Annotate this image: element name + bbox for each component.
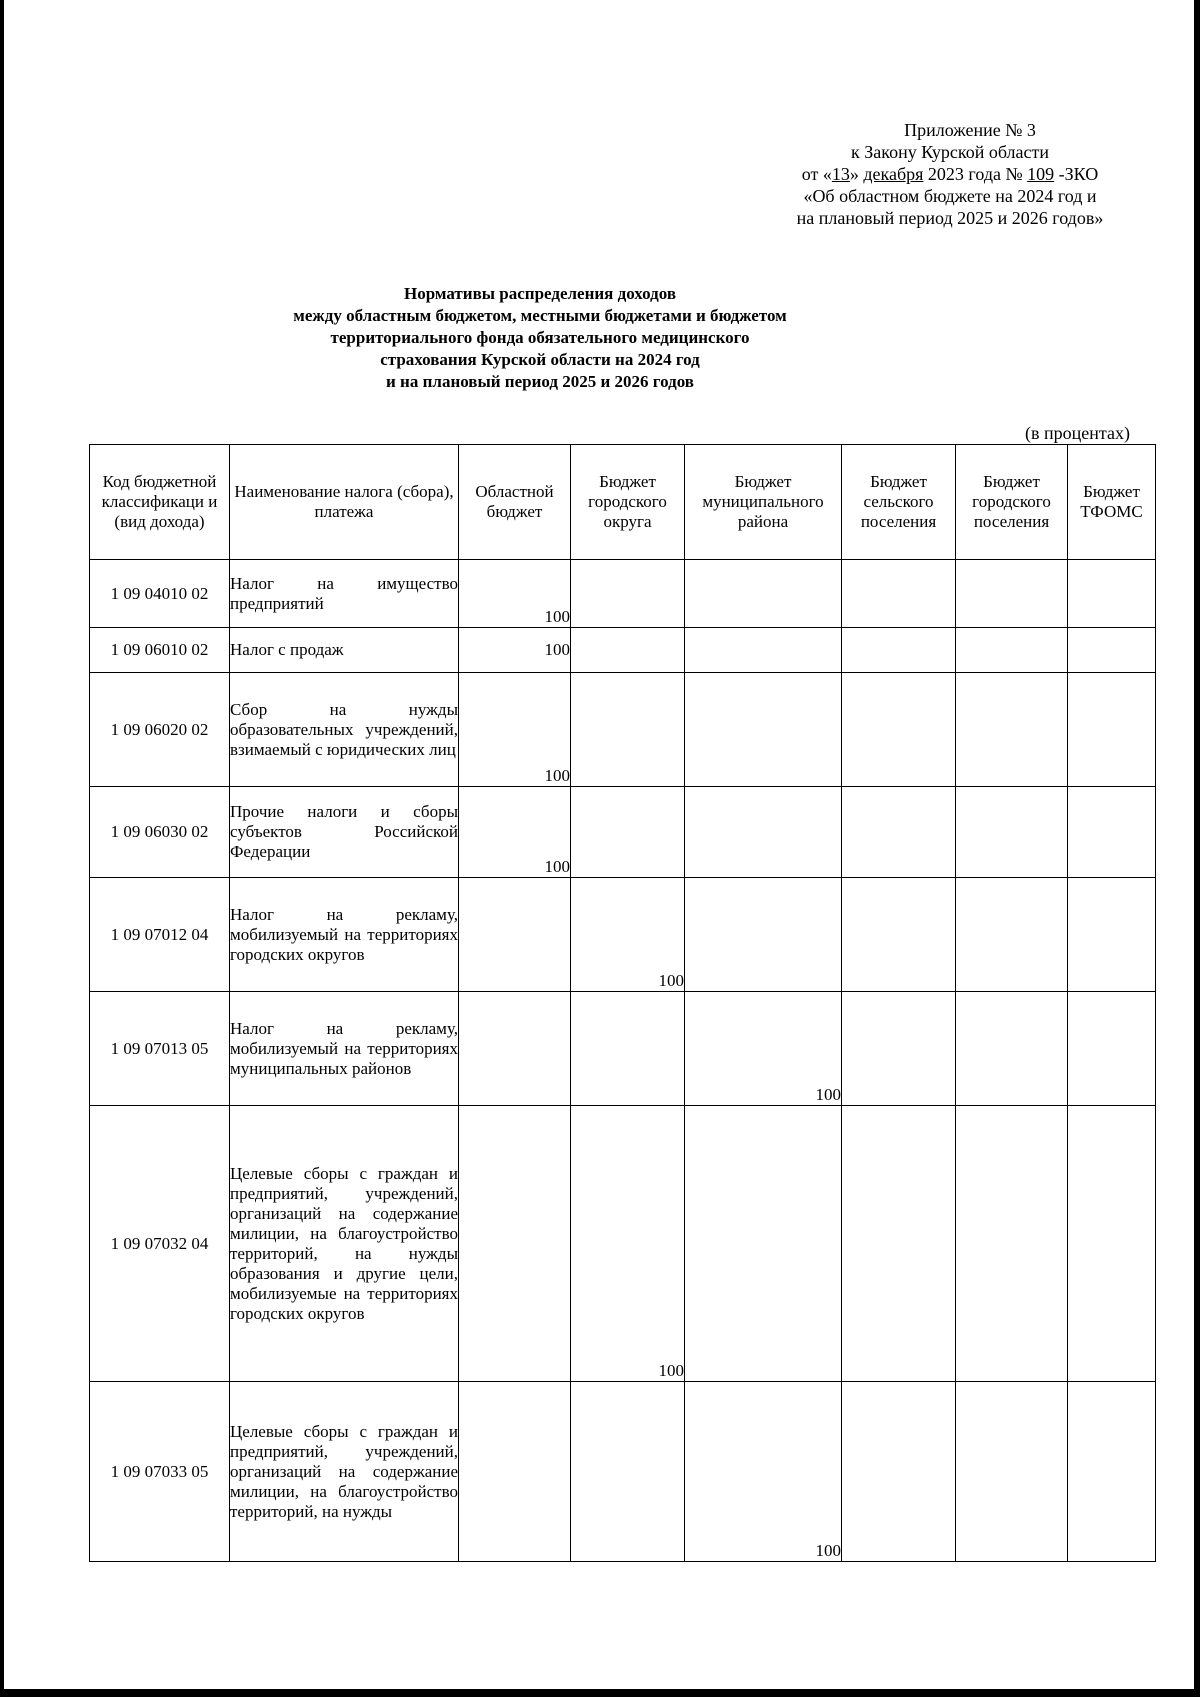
- header-city-district: Бюджет городского округа: [571, 445, 685, 560]
- cell-regional: 100: [459, 560, 571, 628]
- cell-regional: 100: [459, 628, 571, 673]
- cell-tfoms: [1068, 1382, 1156, 1562]
- table-row: [90, 560, 1156, 628]
- document-title: [150, 283, 930, 393]
- title-line-1: Нормативы распределения доходов: [403, 284, 677, 303]
- cell-code: 1 09 06030 02: [90, 787, 230, 878]
- cell-city-district: [571, 992, 685, 1106]
- cell-regional: 100: [459, 787, 571, 878]
- scan-edge-left: [0, 0, 4, 1697]
- cell-municipal-district: [685, 628, 842, 673]
- cell-urban-settlement: [956, 628, 1068, 673]
- table-row: [90, 673, 1156, 787]
- header-municipal-district: Бюджет муниципального района: [685, 445, 842, 560]
- scan-edge-right: [1194, 0, 1200, 1697]
- distribution-table: [89, 444, 1156, 1562]
- appendix-header: [700, 119, 1200, 229]
- law-month: декабря: [863, 164, 924, 184]
- cell-city-district: [571, 787, 685, 878]
- appendix-line-3: от «13» декабря 2023 года № 109 -ЗКО: [801, 164, 1099, 184]
- cell-rural-settlement: [842, 787, 956, 878]
- cell-city-district: [571, 560, 685, 628]
- header-urban-settlement: Бюджет городского поселения: [956, 445, 1068, 560]
- cell-urban-settlement: [956, 787, 1068, 878]
- cell-urban-settlement: [956, 1106, 1068, 1382]
- table-row: [90, 1382, 1156, 1562]
- table-row: [90, 1106, 1156, 1382]
- table-row: [90, 878, 1156, 992]
- cell-tfoms: [1068, 560, 1156, 628]
- title-line-2: между областным бюджетом, местными бюджетами и бюджетом: [293, 306, 787, 325]
- law-number: 109: [1027, 164, 1055, 184]
- cell-rural-settlement: [842, 560, 956, 628]
- cell-city-district: [571, 673, 685, 787]
- cell-regional: [459, 878, 571, 992]
- cell-code: 1 09 04010 02: [90, 560, 230, 628]
- cell-municipal-district: [685, 878, 842, 992]
- cell-municipal-district: 100: [685, 992, 842, 1106]
- cell-tfoms: [1068, 787, 1156, 878]
- unit-note: (в процентах): [1025, 423, 1130, 443]
- appendix-line-1: Приложение № 3: [904, 120, 1036, 140]
- appendix-line-5: на плановый период 2025 и 2026 годов»: [796, 208, 1104, 228]
- appendix-line-4: «Об областном бюджете на 2024 год и: [803, 186, 1097, 206]
- cell-city-district: 100: [571, 878, 685, 992]
- cell-rural-settlement: [842, 673, 956, 787]
- cell-urban-settlement: [956, 878, 1068, 992]
- cell-rural-settlement: [842, 992, 956, 1106]
- cell-regional: 100: [459, 673, 571, 787]
- cell-tfoms: [1068, 992, 1156, 1106]
- title-line-5: и на плановый период 2025 и 2026 годов: [386, 372, 694, 391]
- cell-urban-settlement: [956, 673, 1068, 787]
- cell-city-district: 100: [571, 1106, 685, 1382]
- header-code: Код бюджетной классификаци и (вид дохода): [90, 445, 230, 560]
- cell-name: Сбор на нужды образовательных учреждений, взимаемый с юридических лиц: [230, 673, 459, 787]
- header-name: Наименование налога (сбора), платежа: [230, 445, 459, 560]
- header-tfoms: Бюджет ТФОМС: [1068, 445, 1156, 560]
- scan-edge-bottom: [0, 1689, 1200, 1697]
- cell-name: Целевые сборы с граждан и предприятий, учреждений, организаций на содержание милиции, на благоустройство территорий, на нужды: [230, 1382, 459, 1562]
- cell-name: Налог на имущество предприятий: [230, 560, 459, 628]
- cell-name: Налог на рекламу, мобилизуемый на территориях муниципальных районов: [230, 992, 459, 1106]
- cell-code: 1 09 06010 02: [90, 628, 230, 673]
- cell-name: Целевые сборы с граждан и предприятий, учреждений, организаций на содержание милиции, на благоустройство территорий, на нужды образования и другие цели, мобилизуемые на территориях городских округов: [230, 1106, 459, 1382]
- cell-rural-settlement: [842, 628, 956, 673]
- title-line-3: территориального фонда обязательного медицинского: [330, 328, 750, 347]
- cell-municipal-district: [685, 1106, 842, 1382]
- cell-name: Прочие налоги и сборы субъектов Российской Федерации: [230, 787, 459, 878]
- table-row: [90, 992, 1156, 1106]
- cell-urban-settlement: [956, 1382, 1068, 1562]
- cell-code: 1 09 07012 04: [90, 878, 230, 992]
- cell-regional: [459, 1382, 571, 1562]
- cell-rural-settlement: [842, 1106, 956, 1382]
- cell-rural-settlement: [842, 1382, 956, 1562]
- header-rural-settlement: Бюджет сельского поселения: [842, 445, 956, 560]
- cell-rural-settlement: [842, 878, 956, 992]
- cell-tfoms: [1068, 1106, 1156, 1382]
- appendix-line-2: к Закону Курской области: [851, 142, 1049, 162]
- cell-tfoms: [1068, 628, 1156, 673]
- cell-tfoms: [1068, 878, 1156, 992]
- cell-regional: [459, 1106, 571, 1382]
- cell-municipal-district: 100: [685, 1382, 842, 1562]
- header-regional: Областной бюджет: [459, 445, 571, 560]
- cell-municipal-district: [685, 560, 842, 628]
- cell-urban-settlement: [956, 992, 1068, 1106]
- cell-code: 1 09 07013 05: [90, 992, 230, 1106]
- table-row: [90, 628, 1156, 673]
- cell-code: 1 09 07033 05: [90, 1382, 230, 1562]
- cell-code: 1 09 06020 02: [90, 673, 230, 787]
- cell-regional: [459, 992, 571, 1106]
- cell-urban-settlement: [956, 560, 1068, 628]
- cell-code: 1 09 07032 04: [90, 1106, 230, 1382]
- cell-municipal-district: [685, 673, 842, 787]
- table-row: [90, 787, 1156, 878]
- table-header-row: [90, 445, 1156, 560]
- cell-city-district: [571, 628, 685, 673]
- cell-name: Налог с продаж: [230, 628, 459, 673]
- cell-municipal-district: [685, 787, 842, 878]
- cell-city-district: [571, 1382, 685, 1562]
- law-day: 13: [831, 164, 850, 184]
- cell-name: Налог на рекламу, мобилизуемый на территориях городских округов: [230, 878, 459, 992]
- cell-tfoms: [1068, 673, 1156, 787]
- title-line-4: страхования Курской области на 2024 год: [380, 350, 700, 369]
